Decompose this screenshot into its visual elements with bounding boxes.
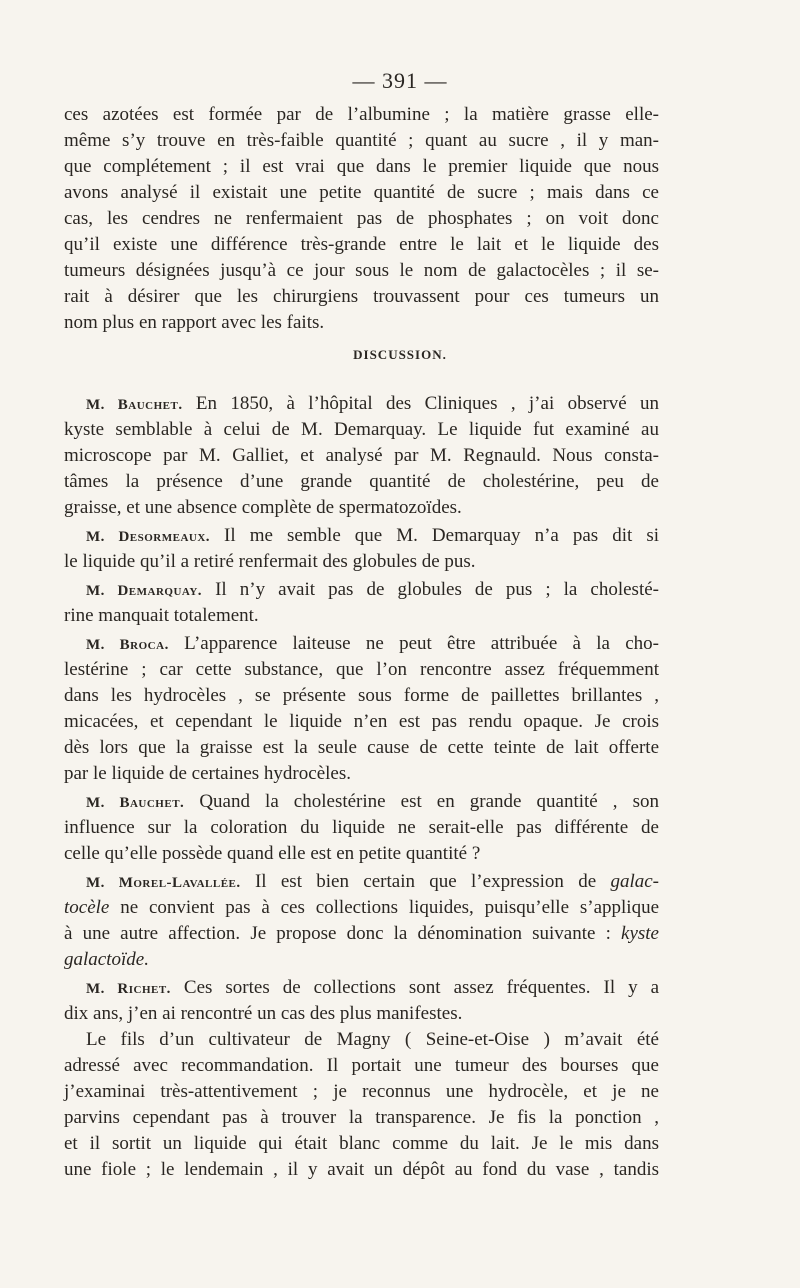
text-line: celle qu’elle possède quand elle est en petite quantité ? xyxy=(64,843,481,864)
speaker-name: M. Desormeaux. xyxy=(86,529,211,545)
text-line: le liquide qu’il a retiré renfermait des globules de pus. xyxy=(64,551,476,572)
speaker-line xyxy=(86,392,659,417)
text-line: influence sur la coloration du liquide ne serait-elle pas différente de xyxy=(64,817,659,838)
speech-text: En 1850, à l’hôpital des Cliniques , j’ai observé un xyxy=(182,393,659,414)
italic-term: tocèle xyxy=(64,897,110,918)
text-line: tumeurs désignées jusqu’à ce jour sous le nom de galactocèles ; il se- xyxy=(64,260,659,281)
text-line: microscope par M. Galliet, et analysé par M. Regnauld. Nous consta- xyxy=(64,445,659,466)
text-line: lestérine ; car cette substance, que l’on rencontre assez fréquemment xyxy=(64,659,659,680)
speaker-line xyxy=(86,632,659,657)
text-line: kyste semblable à celui de M. Demarquay. Le liquide fut examiné au xyxy=(64,419,659,440)
italic-term: kyste xyxy=(621,923,659,944)
page-number: — 391 — xyxy=(352,68,448,93)
speaker-name: M. Demarquay. xyxy=(86,583,203,599)
text-line: adressé avec recommandation. Il portait une tumeur des bourses que xyxy=(64,1055,659,1076)
speech-text: ne convient pas à ces collections liquides, puisqu’elle s’applique xyxy=(109,897,659,918)
speaker-line xyxy=(86,524,659,549)
text-line: j’examinai très-attentivement ; je reconnus une hydrocèle, et je ne xyxy=(64,1081,659,1102)
text-line: nom plus en rapport avec les faits. xyxy=(64,312,325,333)
speech-text: Il n’y avait pas de globules de pus ; la cholesté- xyxy=(202,579,659,600)
text-line xyxy=(64,896,659,920)
text-line: dans les hydrocèles , se présente sous forme de paillettes brillantes , xyxy=(64,685,659,706)
speaker-line xyxy=(86,578,659,603)
text-line: avons analysé il existait une petite quantité de sucre ; mais dans ce xyxy=(64,182,659,203)
section-heading: DISCUSSION. xyxy=(353,347,447,362)
text-line: rine manquait totalement. xyxy=(64,605,259,626)
text-line: cas, les cendres ne renfermaient pas de phosphates ; on voit donc xyxy=(64,208,659,229)
text-line: dix ans, j’en ai rencontré un cas des plus manifestes. xyxy=(64,1003,463,1024)
speech-text: Quand la cholestérine est en grande quantité , son xyxy=(184,791,659,812)
text-line xyxy=(64,948,659,972)
text-line: graisse, et une absence complète de spermatozoïdes. xyxy=(64,497,462,518)
speech-text: à une autre affection. Je propose donc la dénomination suivante : xyxy=(64,923,622,944)
text-line: rait à désirer que les chirurgiens trouvassent pour ces tumeurs un xyxy=(64,286,659,307)
speaker-line xyxy=(86,790,659,815)
text-line: par le liquide de certaines hydrocèles. xyxy=(64,763,351,784)
speech-text: L’apparence laiteuse ne peut être attribuée à la cho- xyxy=(168,633,659,654)
speech-text: Il me semble que M. Demarquay n’a pas dit si xyxy=(210,525,659,546)
text-line: Le fils d’un cultivateur de Magny ( Seine-et-Oise ) m’avait été xyxy=(86,1029,659,1050)
speech-text: Il est bien certain que l’expression de xyxy=(240,871,611,892)
speech-text: Ces sortes de collections sont assez fréquentes. Il y a xyxy=(170,977,659,998)
text-line: parvins cependant pas à trouver la transparence. Je fis la ponction , xyxy=(64,1107,659,1128)
text-line: tâmes la présence d’une grande quantité de cholestérine, peu de xyxy=(64,471,659,492)
text-line: même s’y trouve en très-faible quantité ; quant au sucre , il y man- xyxy=(64,130,659,151)
text-line: que complétement ; il est vrai que dans le premier liquide que nous xyxy=(64,156,659,177)
text-line: ces azotées est formée par de l’albumine ; la matière grasse elle- xyxy=(64,104,659,125)
speaker-line xyxy=(86,976,659,1001)
text-line: une fiole ; le lendemain , il y avait un dépôt au fond du vase , tandis xyxy=(64,1159,659,1180)
text-line: qu’il existe une différence très-grande entre le lait et le liquide des xyxy=(64,234,659,255)
text-line: micacées, et cependant le liquide n’en est pas rendu opaque. Je crois xyxy=(64,711,659,732)
text-line: et il sortit un liquide qui était blanc comme du lait. Je le mis dans xyxy=(64,1133,659,1154)
speaker-name: M. Richet. xyxy=(86,981,171,997)
italic-term: galactoïde. xyxy=(64,949,149,970)
italic-term: galac- xyxy=(610,871,659,892)
speaker-name: M. Morel-Lavallée. xyxy=(86,875,241,891)
text-line xyxy=(64,922,659,946)
speaker-name: M. Bauchet. xyxy=(86,795,185,811)
text-line: dès lors que la graisse est la seule cause de cette teinte de lait offerte xyxy=(64,737,659,758)
speaker-name: M. Broca. xyxy=(86,637,169,653)
speaker-line xyxy=(86,870,659,895)
speaker-name: M. Bauchet. xyxy=(86,397,183,413)
